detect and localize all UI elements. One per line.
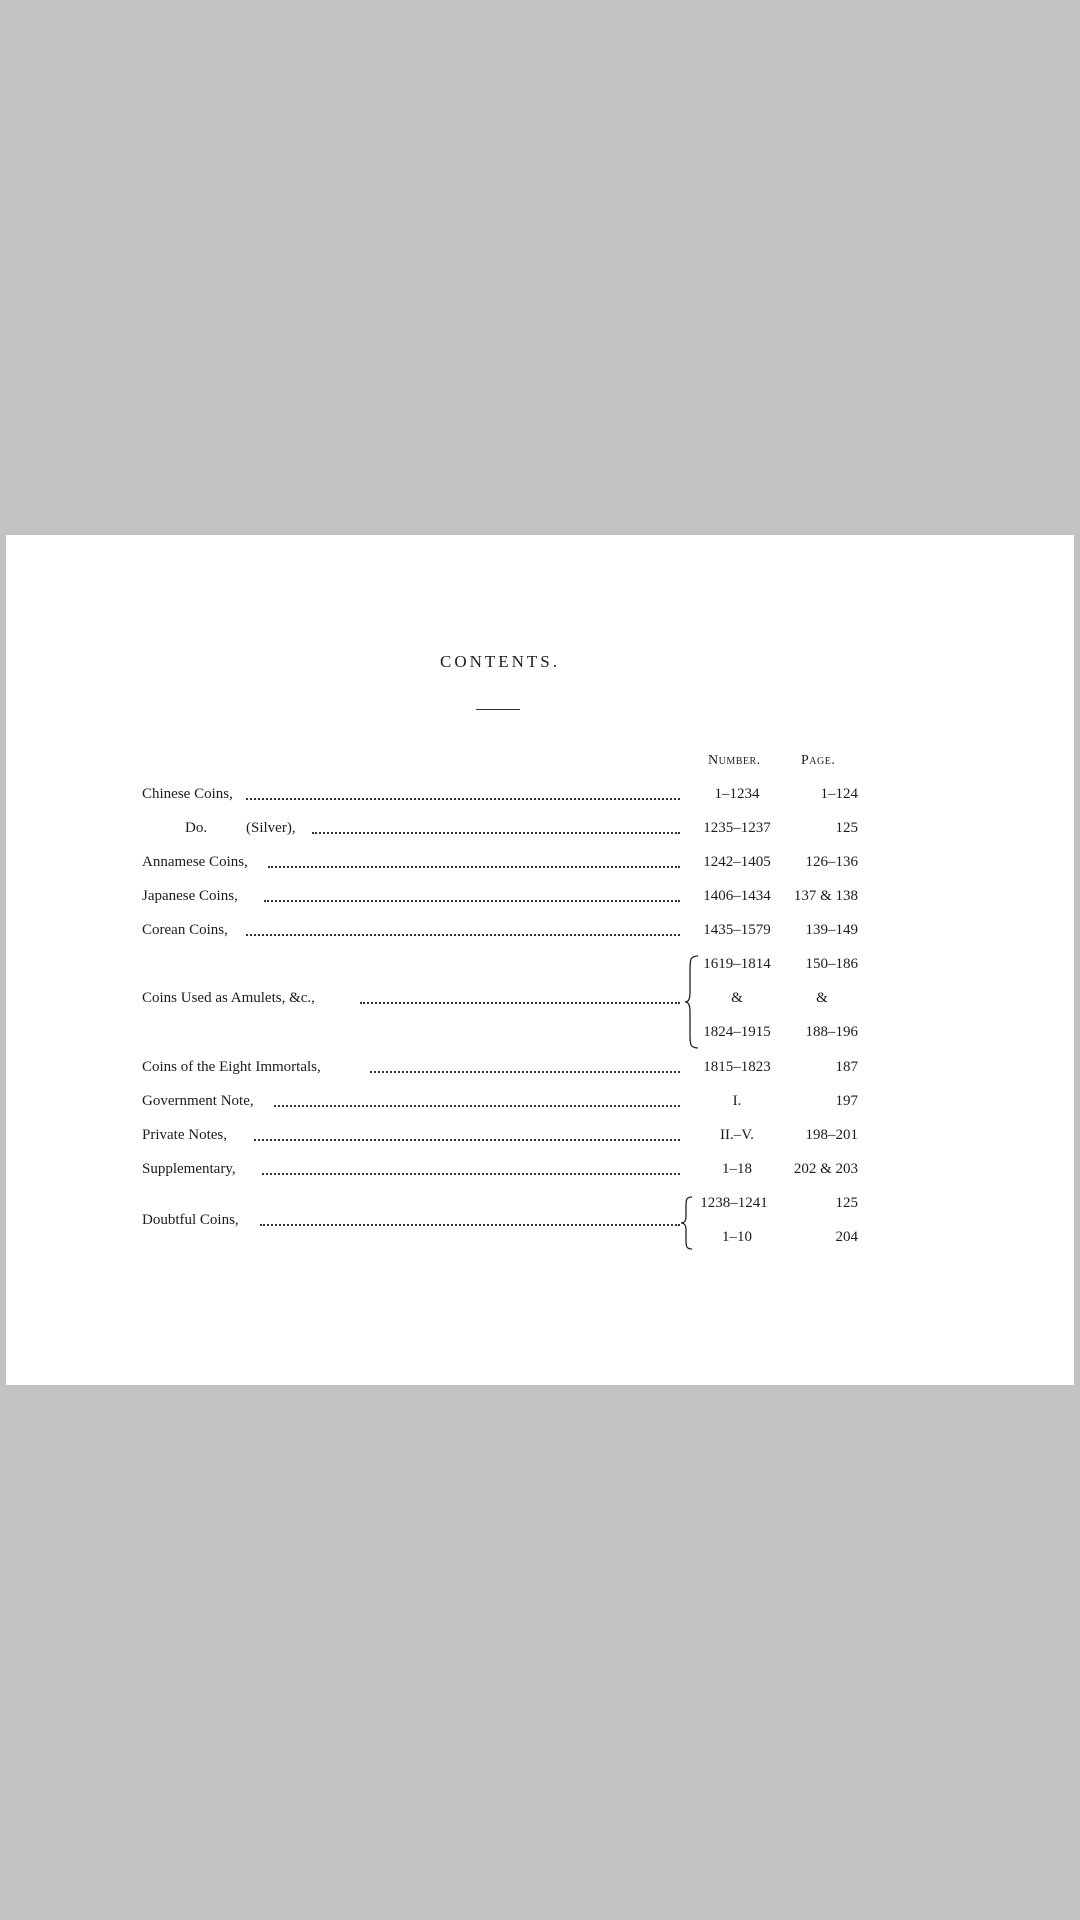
title-rule — [476, 709, 520, 710]
dot-leader — [260, 1224, 680, 1226]
contents-row — [6, 1121, 1074, 1155]
contents-row-grouped — [6, 1189, 1074, 1257]
dot-leader — [246, 798, 680, 800]
document-page — [6, 535, 1074, 1385]
entry-label: Supplementary, — [142, 1161, 236, 1177]
dot-leader — [360, 1002, 680, 1004]
dot-leader — [246, 934, 680, 936]
entry-page-ampersand: & — [816, 990, 828, 1006]
column-header-number: Number. — [708, 753, 761, 768]
contents-row — [6, 882, 1074, 916]
column-header-page: Page. — [801, 753, 836, 768]
entry-label: Private Notes, — [142, 1127, 227, 1143]
entry-label: Coins Used as Amulets, &c., — [142, 990, 315, 1006]
dot-leader — [274, 1105, 680, 1107]
entry-page: 150–186 — [805, 956, 858, 972]
entry-number: 1238–1241 — [700, 1195, 768, 1211]
contents-row — [6, 1155, 1074, 1189]
dot-leader — [264, 900, 680, 902]
entry-number: I. — [732, 1093, 742, 1109]
entry-page: 1–124 — [820, 786, 858, 802]
entry-page: 137 & 138 — [793, 888, 858, 904]
contents-row — [6, 916, 1074, 950]
entry-label: Corean Coins, — [142, 922, 228, 938]
entry-number: 1–1234 — [714, 786, 760, 802]
entry-number: 1619–1814 — [703, 956, 771, 972]
entry-number: 1–18 — [722, 1161, 752, 1177]
entry-page: 197 — [835, 1093, 858, 1109]
entry-number: 1235–1237 — [703, 820, 771, 836]
entry-label: Do. — [185, 820, 208, 836]
contents-row — [6, 1087, 1074, 1121]
dot-leader — [262, 1173, 680, 1175]
entry-sublabel: (Silver), — [246, 820, 296, 836]
contents-row — [6, 848, 1074, 882]
entry-page: 198–201 — [805, 1127, 858, 1143]
dot-leader — [312, 832, 680, 834]
entry-page: 125 — [835, 820, 858, 836]
contents-row — [6, 814, 1074, 848]
dot-leader — [370, 1071, 680, 1073]
dot-leader — [254, 1139, 680, 1141]
entry-page: 126–136 — [805, 854, 858, 870]
entry-label: Government Note, — [142, 1093, 254, 1109]
entry-page: 204 — [835, 1229, 858, 1245]
dot-leader — [268, 866, 680, 868]
entry-number: 1–10 — [722, 1229, 752, 1245]
entry-number: 1824–1915 — [703, 1024, 771, 1040]
entry-number: 1242–1405 — [703, 854, 771, 870]
entry-page: 139–149 — [805, 922, 858, 938]
entry-number: II.–V. — [720, 1127, 754, 1143]
contents-row-grouped — [6, 950, 1074, 1052]
entry-label: Coins of the Eight Immortals, — [142, 1059, 321, 1075]
entry-label: Japanese Coins, — [142, 888, 238, 904]
entry-label: Doubtful Coins, — [142, 1212, 239, 1228]
entry-number: 1406–1434 — [703, 888, 771, 904]
entry-number-ampersand: & — [731, 990, 743, 1006]
entry-number: 1435–1579 — [703, 922, 771, 938]
entry-label: Annamese Coins, — [142, 854, 248, 870]
entry-page: 202 & 203 — [793, 1161, 858, 1177]
entry-label: Chinese Coins, — [142, 786, 233, 802]
entry-page: 187 — [835, 1059, 858, 1075]
page-title: CONTENTS. — [439, 652, 561, 671]
entry-page: 125 — [835, 1195, 858, 1211]
entry-page: 188–196 — [805, 1024, 858, 1040]
contents-row — [6, 780, 1074, 814]
entry-number: 1815–1823 — [703, 1059, 771, 1075]
contents-row — [6, 1053, 1074, 1087]
